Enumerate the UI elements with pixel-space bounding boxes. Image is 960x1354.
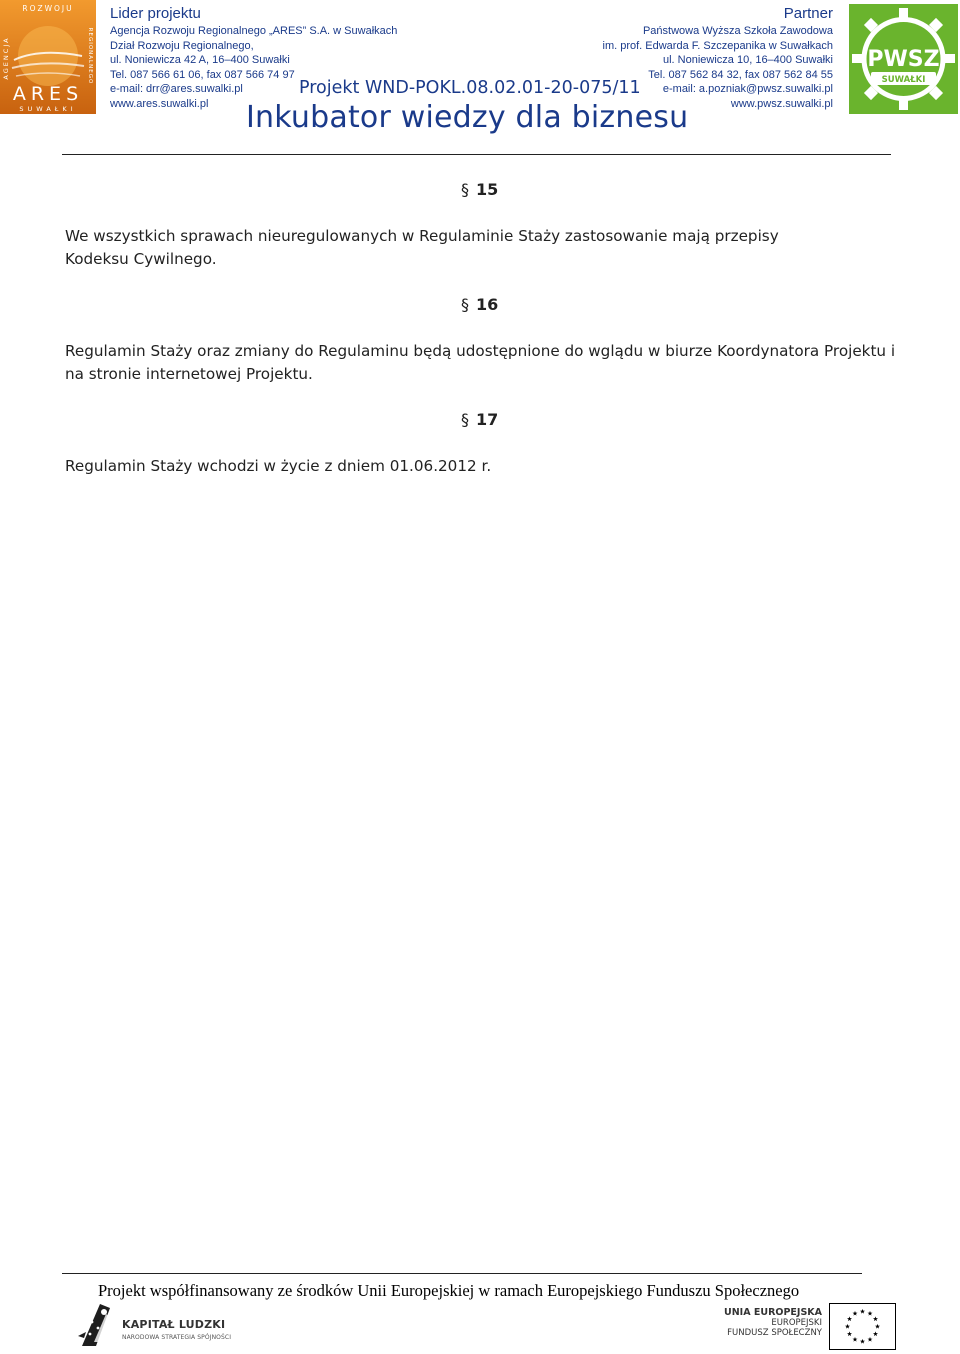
eu-union-label: UNIA EUROPEJSKA — [724, 1307, 822, 1318]
cofinancing-statement: Projekt współfinansowany ze środków Unii Europejskiej w ramach Europejskiego Funduszu Społecznego — [98, 1281, 800, 1300]
section-symbol: § — [461, 410, 469, 429]
partner-line: Państwowa Wyższa Szkoła Zawodowa — [642, 25, 833, 37]
pwsz-city: SUWAŁKI — [881, 75, 926, 85]
section-number: 17 — [476, 410, 499, 429]
partner-website[interactable]: www.pwsz.suwalki.pl — [730, 97, 833, 110]
eu-fund-line: FUNDUSZ SPOŁECZNY — [727, 1328, 822, 1338]
pwsz-logo-graphic — [849, 4, 958, 114]
eu-fund-line: EUROPEJSKI — [771, 1318, 822, 1328]
ares-arc-top: ROZWOJU — [22, 4, 74, 13]
ares-brand: ARES — [12, 83, 84, 105]
eu-fund-label — [724, 1307, 822, 1338]
ares-arc-left: AGENCJA — [2, 36, 10, 80]
leader-website[interactable]: www.ares.suwalki.pl — [110, 97, 209, 110]
section-number: 16 — [476, 295, 499, 314]
header-divider — [62, 154, 891, 155]
section-heading — [461, 295, 498, 314]
leader-line: Tel. 087 566 61 06, fax 087 566 74 97 — [110, 68, 295, 81]
leader-title: Lider projektu — [110, 5, 201, 22]
section-number: 15 — [476, 180, 499, 199]
section-symbol: § — [461, 180, 469, 199]
partner-line: im. prof. Edwarda F. Szczepanika w Suwałkach — [602, 39, 833, 52]
section-text: Regulamin Staży oraz zmiany do Regulaminu będą udostępnione do wglądu w biurze Koordynatora Projektu i na stronie internetowej Projektu. — [65, 342, 896, 383]
footer-divider — [62, 1273, 862, 1274]
kapital-ludzki-name: KAPITAŁ LUDZKI — [122, 1318, 226, 1331]
section-heading — [461, 410, 498, 429]
ares-arc-right: REGIONALNEGO — [87, 27, 93, 85]
section-symbol: § — [461, 295, 469, 314]
ares-city: SUWAŁKI — [19, 105, 77, 113]
leader-line: ul. Noniewicza 42 A, 16–400 Suwałki — [110, 54, 290, 67]
section-heading — [461, 180, 498, 199]
leader-line: Dział Rozwoju Regionalnego, — [110, 39, 254, 52]
section-text: We wszystkich sprawach nieuregulowanych w Regulaminie Staży zastosowanie mają przepisy Kodeksu Cywilnego. — [65, 227, 779, 268]
partner-line: ul. Noniewicza 10, 16–400 Suwałki — [663, 54, 833, 67]
project-code: Projekt WND-POKL.08.02.01-20-075/11 — [299, 78, 641, 98]
leader-email[interactable]: e-mail: drr@ares.suwalki.pl — [110, 83, 243, 96]
kapital-ludzki-subtitle: NARODOWA STRATEGIA SPÓJNOŚCI — [122, 1334, 232, 1341]
partner-email[interactable]: e-mail: a.pozniak@pwsz.suwalki.pl — [662, 83, 833, 96]
project-title: Inkubator wiedzy dla biznesu — [246, 100, 689, 135]
leader-line: Agencja Rozwoju Regionalnego „ARES” S.A. w Suwałkach — [110, 25, 398, 37]
eu-flag-icon — [829, 1303, 896, 1350]
partner-line: Tel. 087 562 84 32, fax 087 562 84 55 — [648, 68, 833, 81]
ares-logo-graphic — [0, 0, 96, 114]
section-text: Regulamin Staży wchodzi w życie z dniem 01.06.2012 r. — [65, 457, 492, 475]
partner-title: Partner — [783, 5, 833, 22]
pwsz-brand: PWSZ — [867, 47, 940, 72]
